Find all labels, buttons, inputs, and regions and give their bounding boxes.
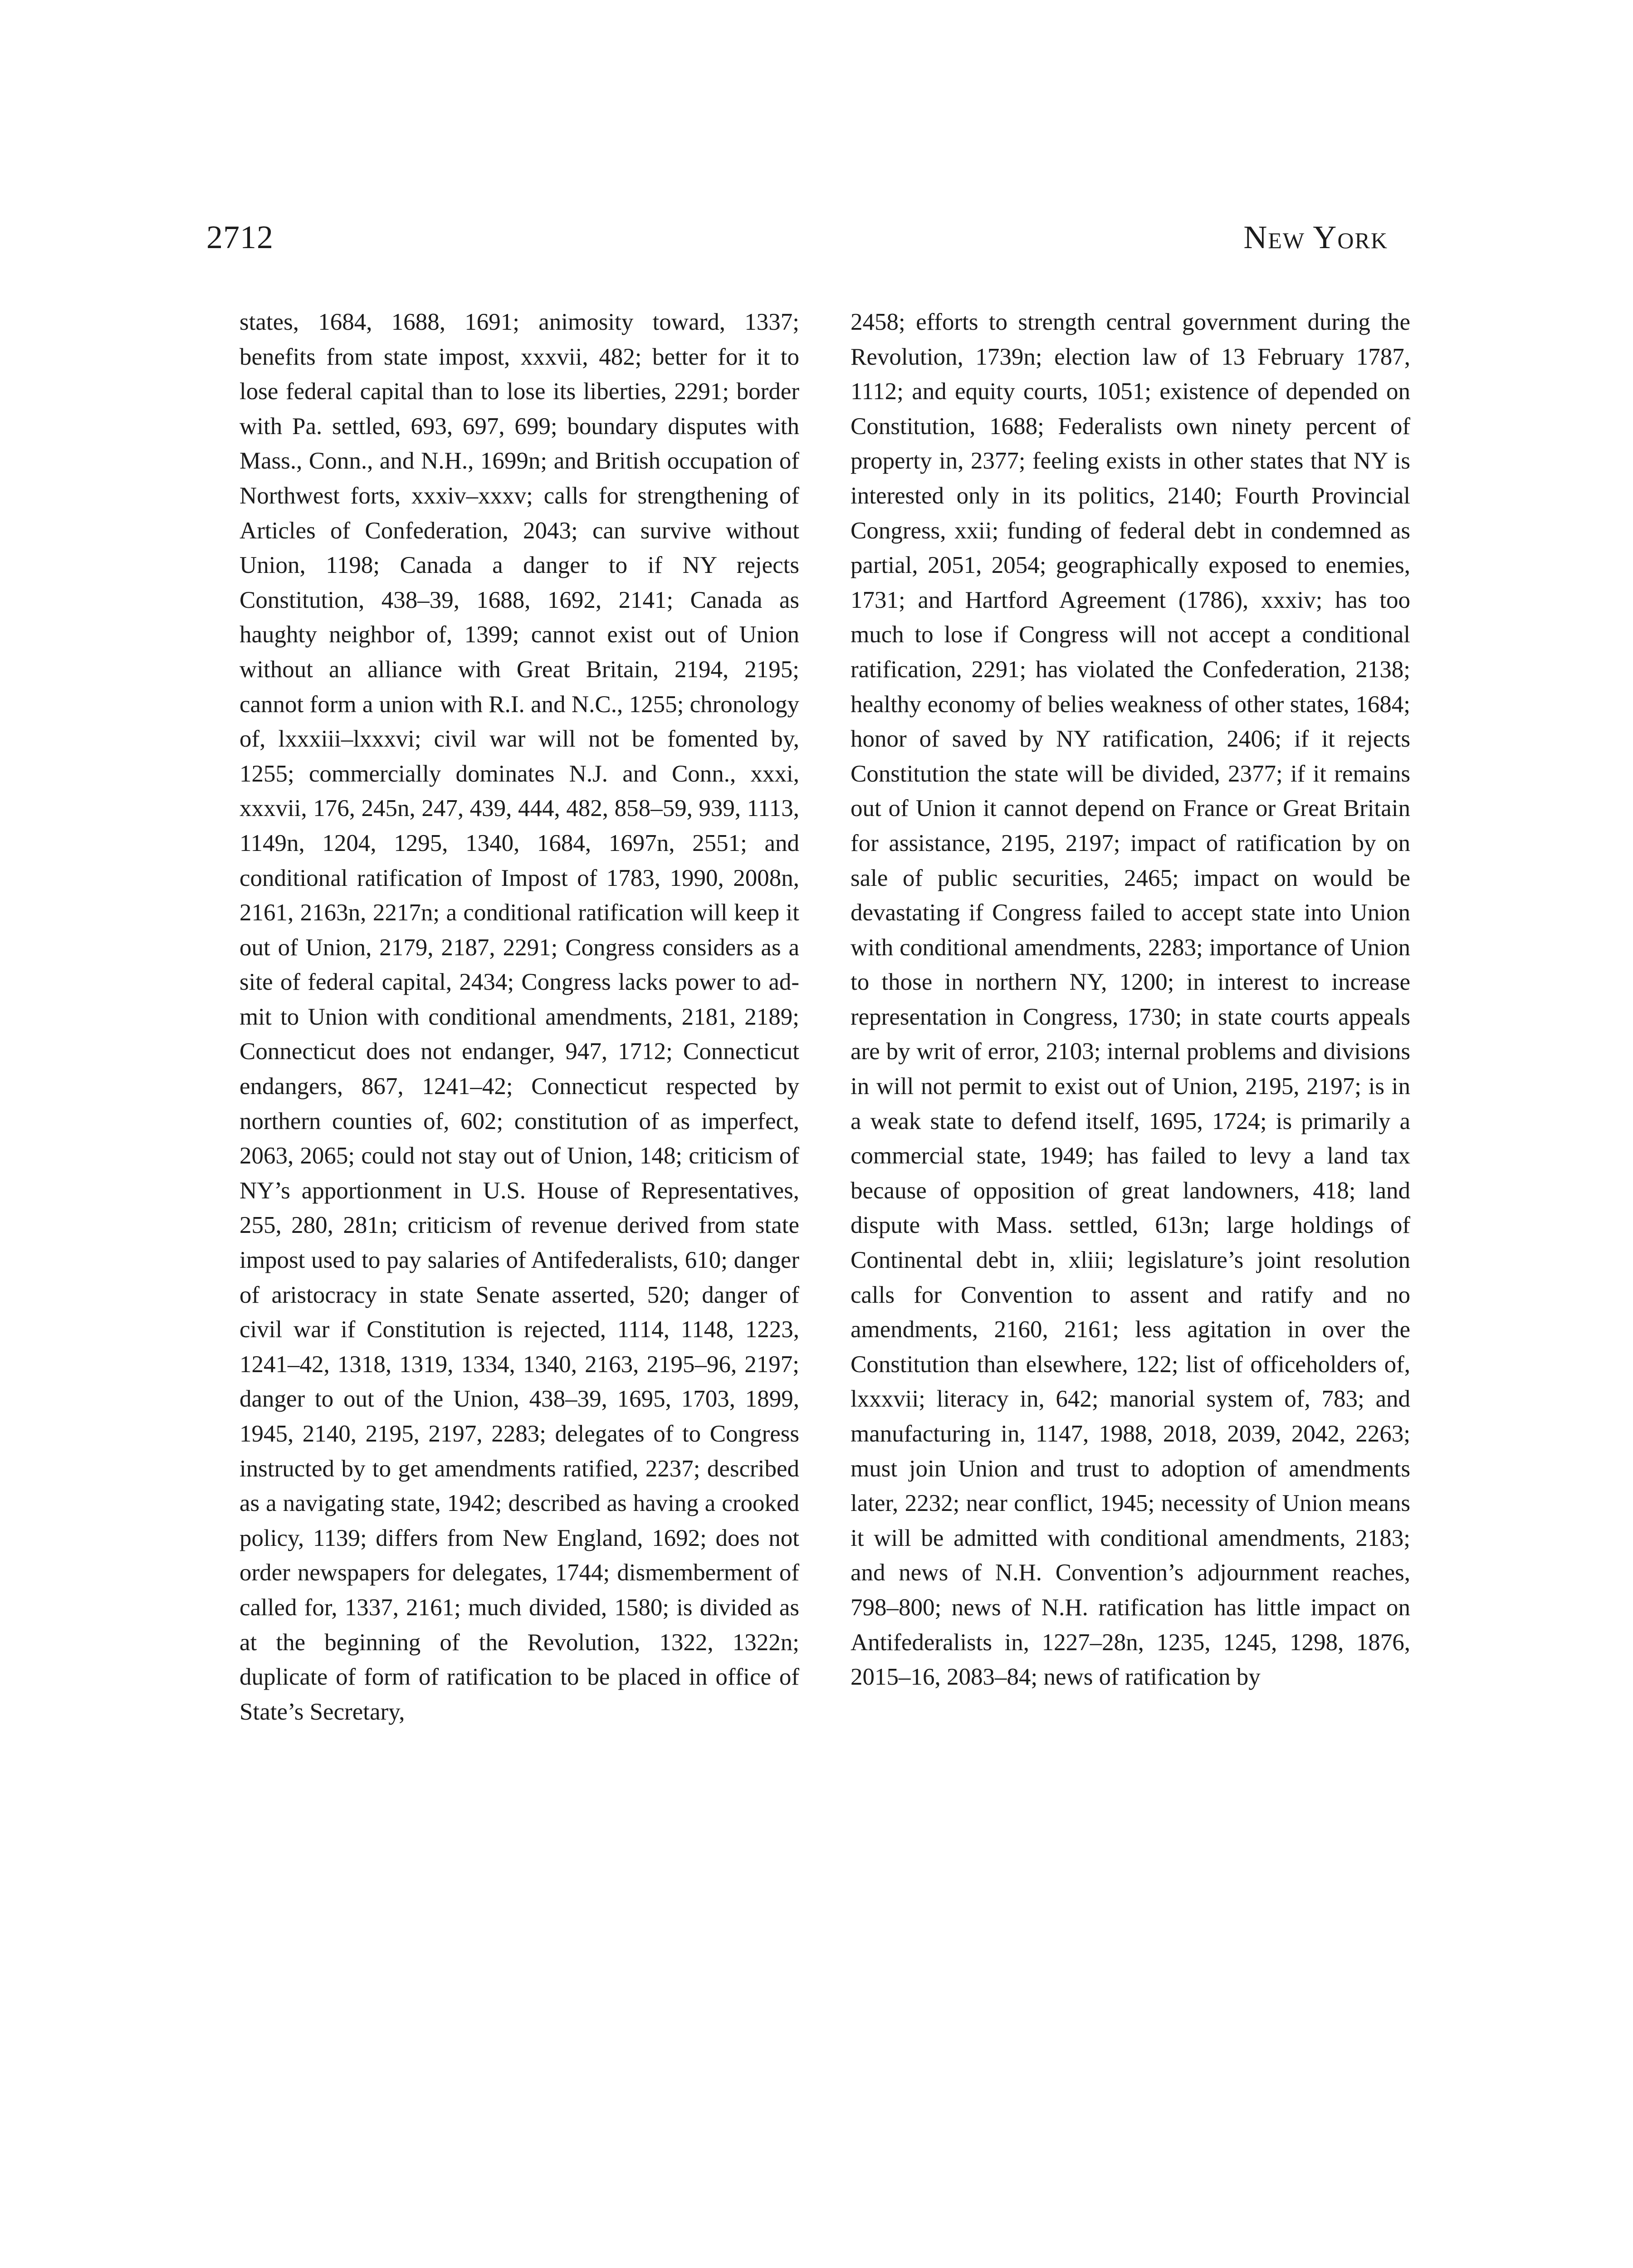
index-text-right: 2458; efforts to strength central government during the Revolution, 1739n; election law of 13 February 1787, 1112; and equity courts, 1051; existence of depended on Constitution, 1688; Federalists own ninety percent of property in, 2377; feeling exists in other states that NY is interested only in its politics, 2140; Fourth Provincial Congress, xxii; funding of federal debt in condemned as partial, 2051, 2054; geographically exposed to enemies, 1731; and Hartford Agreement (1786), xxxiv; has too much to lose if Congress will not accept a conditional ratification, 2291; has violated the Confederation, 2138; healthy economy of belies weakness of other states, 1684; honor of saved by NY ratification, 2406; if it rejects Constitution the state will be divided, 2377; if it remains out of Union it cannot depend on France or Great Britain for assistance, 2195, 2197; impact of ratification by on sale of public securities, 2465; impact on would be devastating if Congress failed to accept state into Union with conditional amendments, 2283; importance of Union to those in northern NY, 1200; in interest to increase representation in Congress, 1730; in state courts appeals are by writ of error, 2103; internal problems and divisions in will not permit to exist out of Union, 2195, 2197; is in a weak state to defend itself, 1695, 1724; is primarily a commercial state, 1949; has failed to levy a land tax because of opposition of great landowners, 418; land dispute with Mass. settled, 613n; large holdings of Continental debt in, xliii; legislature’s joint resolution calls for Convention to assent and ratify and no amendments, 2160, 2161; less agitation in over the Constitution than elsewhere, 122; list of officeholders of, lxxxvii; literacy in, 642; manorial system of, 783; and manufacturing in, 1147, 1988, 2018, 2039, 2042, 2263; must join Union and trust to adoption of amendments later, 2232; near conflict, 1945; necessity of Union means it will be admitted with conditional amendments, 2183; and news of N.H. Convention’s adjournment reaches, 798–800; news of N.H. ratification has little impact on Antifederalists in, 1227–28n, 1235, 1245, 1298, 1876, 2015–16, 2083–84; news of ratification by: [851, 309, 1410, 1691]
running-head: New York: [1243, 219, 1388, 255]
index-column-right: [851, 305, 1410, 2174]
index-text-left: states, 1684, 1688, 1691; animosity toward, 1337; benefits from state impost, xxxvii, 482; better for it to lose federal capital than to lose its liberties, 2291; border with Pa. settled, 693, 697, 699; boundary disputes with Mass., Conn., and N.H., 1699n; and British occupation of Northwest forts, xxxiv–xxxv; calls for strengthening of Articles of Confederation, 2043; can survive without Union, 1198; Canada a danger to if NY rejects Constitution, 438–39, 1688, 1692, 2141; Canada as haughty neighbor of, 1399; cannot exist out of Union without an alliance with Great Britain, 2194, 2195; cannot form a union with R.I. and N.C., 1255; chronology of, lxxxiii–lxxxvi; civil war will not be fomented by, 1255; commercially dominates N.J. and Conn., xxxi, xxxvii, 176, 245n, 247, 439, 444, 482, 858–59, 939, 1113, 1149n, 1204, 1295, 1340, 1684, 1697n, 2551; and conditional ratification of Impost of 1783, 1990, 2008n, 2161, 2163n, 2217n; a conditional ratification will keep it out of Union, 2179, 2187, 2291; Congress considers as a site of federal capital, 2434; Congress lacks power to admit to Union with conditional amendments, 2181, 2189; Connecticut does not endanger, 947, 1712; Connecticut endangers, 867, 1241–42; Connecticut respected by northern counties of, 602; constitution of as imperfect, 2063, 2065; could not stay out of Union, 148; criticism of NY’s apportionment in U.S. House of Representatives, 255, 280, 281n; criticism of revenue derived from state impost used to pay salaries of Antifederalists, 610; danger of aristocracy in state Senate asserted, 520; danger of civil war if Constitution is rejected, 1114, 1148, 1223, 1241–42, 1318, 1319, 1334, 1340, 2163, 2195–96, 2197; danger to out of the Union, 438–39, 1695, 1703, 1899, 1945, 2140, 2195, 2197, 2283; delegates of to Congress instructed by to get amendments ratified, 2237; described as a navigating state, 1942; described as having a crooked policy, 1139; differs from New England, 1692; does not order newspapers for delegates, 1744; dismemberment of called for, 1337, 2161; much divided, 1580; is divided as at the beginning of the Revolution, 1322, 1322n; duplicate of form of ratification to be placed in office of State’s Secretary,: [240, 309, 799, 1725]
index-column-left: [240, 305, 799, 2174]
page-number: 2712: [206, 219, 274, 255]
